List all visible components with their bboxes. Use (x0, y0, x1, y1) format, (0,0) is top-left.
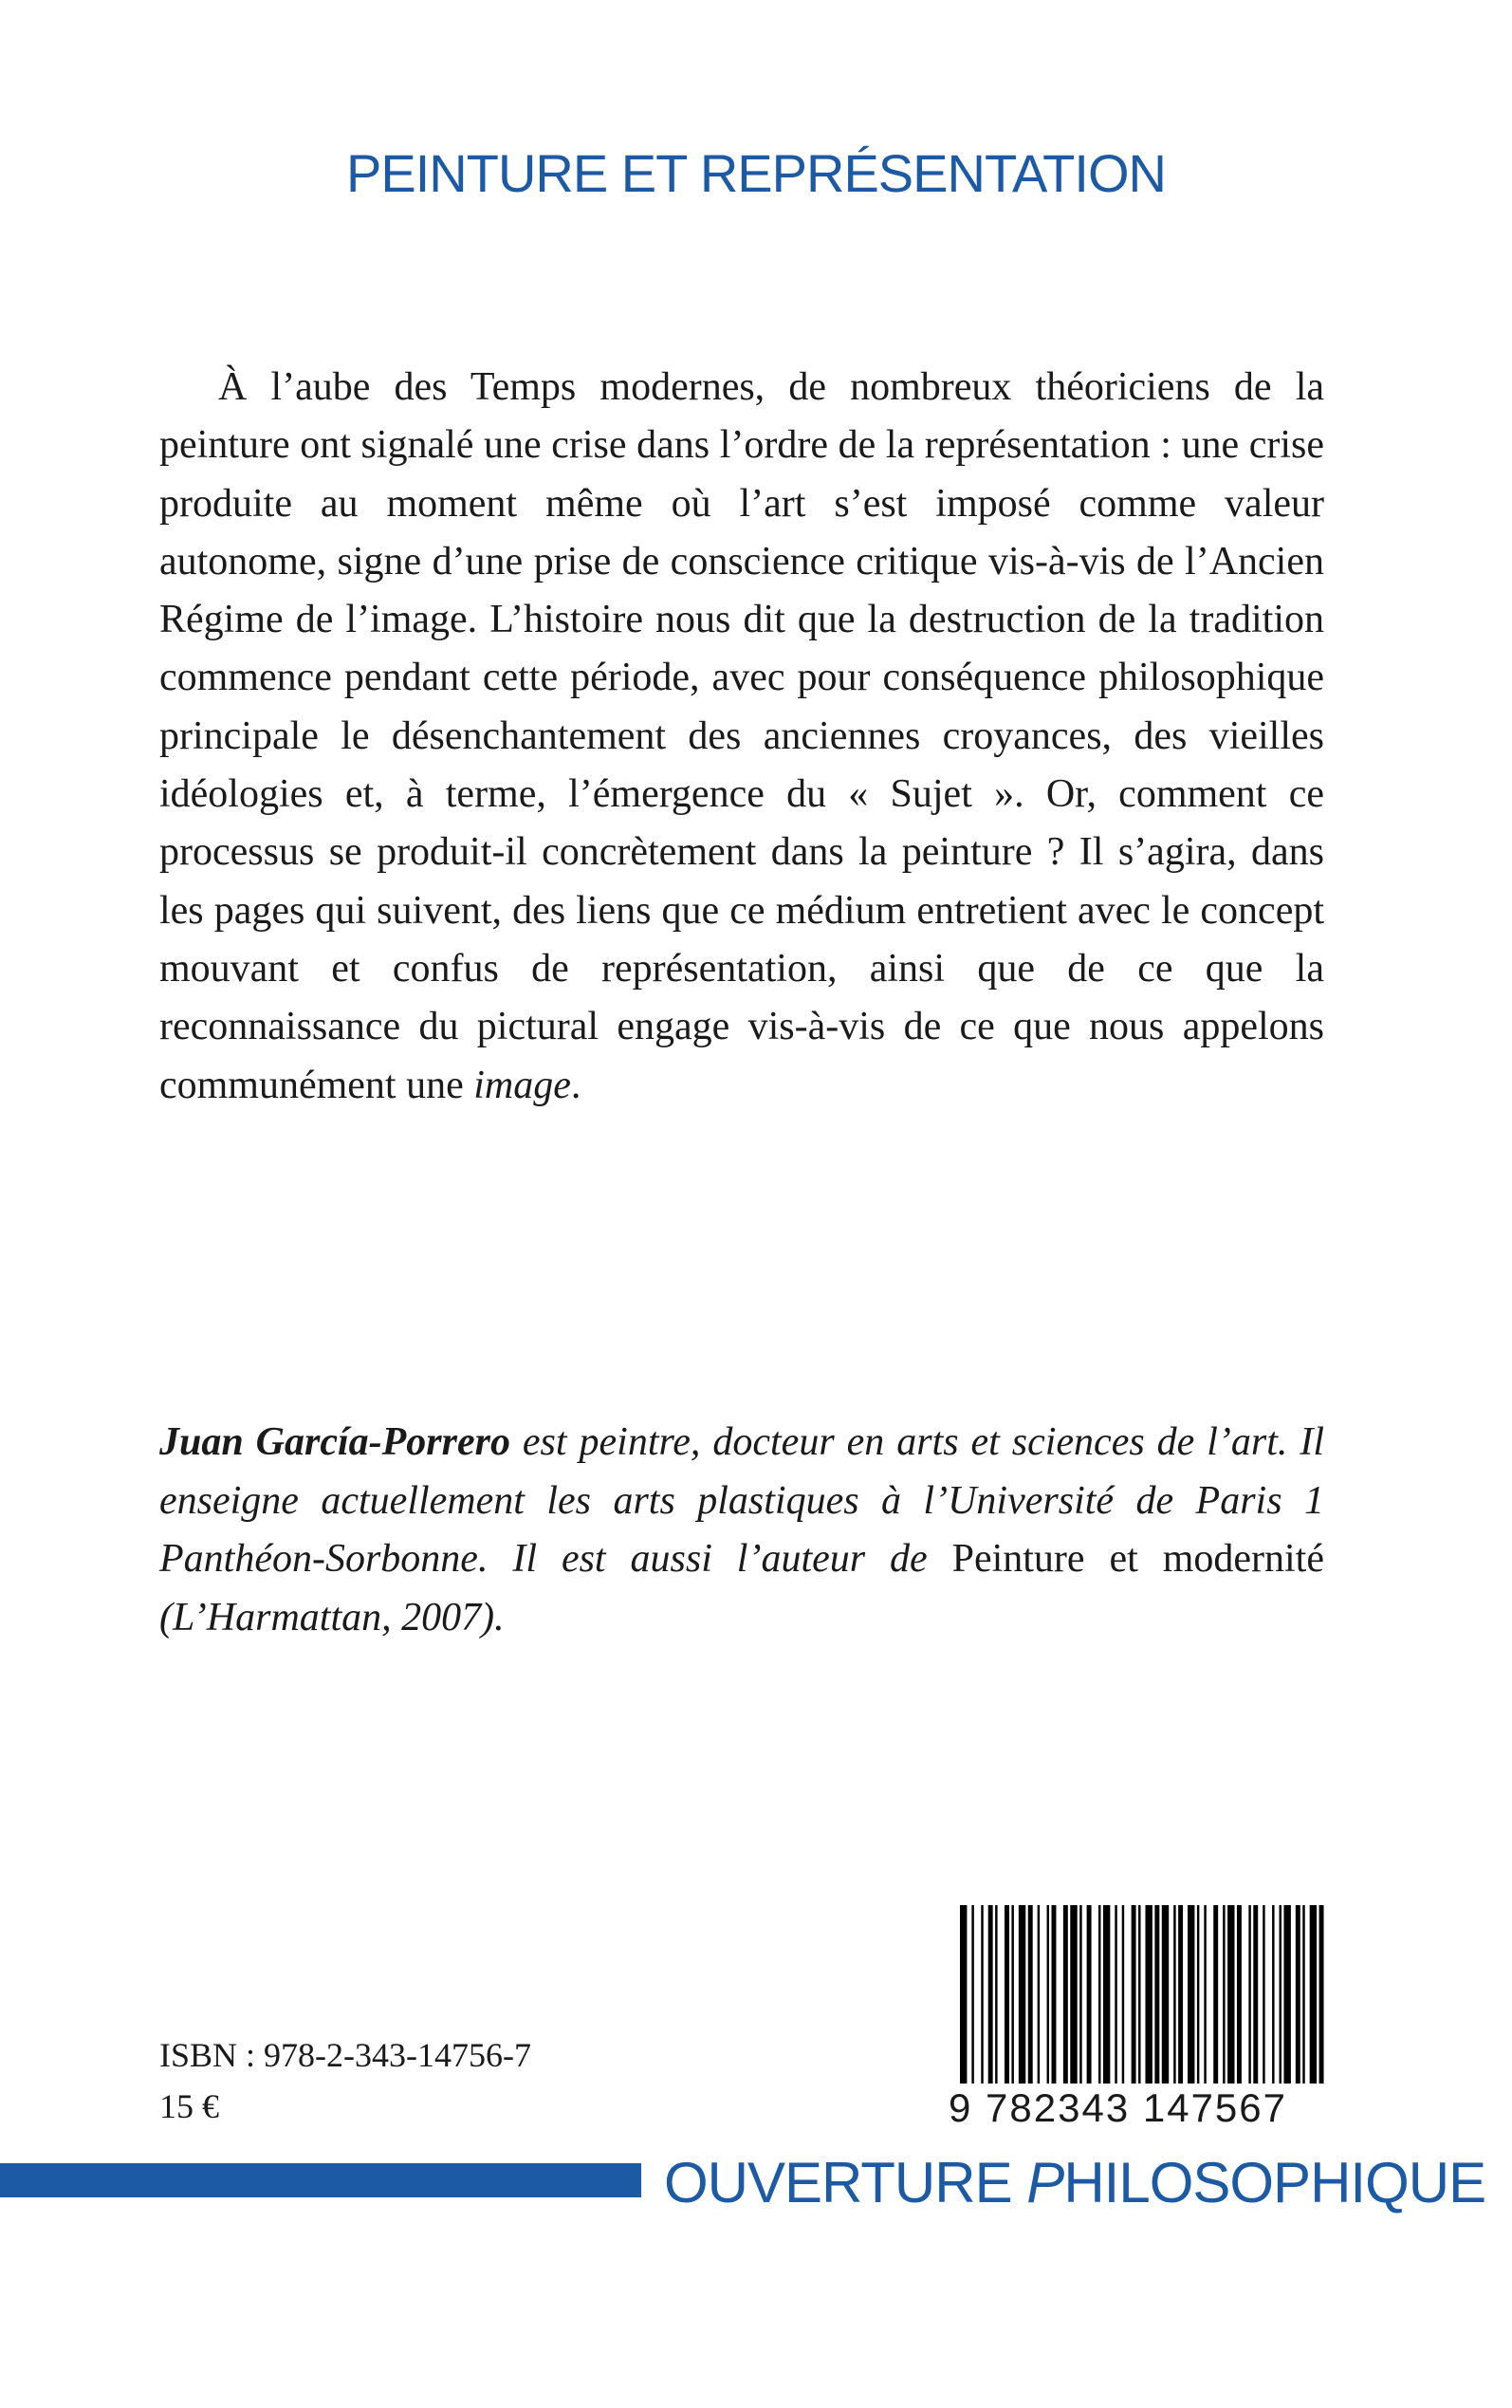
author-name: Juan García-Porrero (159, 1420, 510, 1464)
barcode-bar (1178, 1905, 1183, 2084)
barcode-bar (1087, 1905, 1092, 2084)
barcode-bar (971, 1905, 973, 2084)
barcode-bar (1005, 1905, 1009, 2084)
barcode-digits: 9 782343 147567 (949, 2085, 1287, 2130)
barcode-icon (960, 1905, 1326, 2084)
series-accent-bar (0, 2163, 641, 2197)
barcode-bar (1204, 1905, 1206, 2084)
barcode-bar (1302, 1905, 1304, 2084)
barcode-bar (1145, 1905, 1152, 2084)
book-title: PEINTURE ET REPRÉSENTATION (346, 143, 1166, 203)
barcode-bar (1253, 1905, 1258, 2084)
barcode-bar (960, 1905, 967, 2084)
barcode-bar (1098, 1905, 1100, 2084)
barcode-bar (1063, 1905, 1068, 2084)
barcode-bar (1310, 1905, 1317, 2084)
barcode-bar (1132, 1905, 1136, 2084)
barcode-bar (1237, 1905, 1242, 2084)
barcode-bar (1047, 1905, 1049, 2084)
series-name-part2: HILOSOPHIQUE (1063, 2151, 1486, 2214)
barcode-bar (1188, 1905, 1194, 2084)
barcode-bar (988, 1905, 993, 2084)
barcode-bar (981, 1905, 983, 2084)
blurb-text: À l’aube des Temps modernes, de nombreux théoriciens de la peinture ont signalé une crise dans l’ordre de la représentation : une crise produite au moment même où l’art s’est imposé comme valeur autonome, signe d’une prise de conscience critique vis-à-vis de l’Ancien Régime de l’image. L’histoire nous dit que la destruction de la tradition commence pendant cette période, avec pour conséquence philosophique principale le désenchantement des anciennes croyances, des vieilles idéologies et, à terme, l’émergence du « Sujet ». Or, comment ce processus se produit-il concrètement dans la peinture ? Il s’agira, dans les pages qui suivent, des liens que ce médium entretient avec le concept mouvant et confus de représentation, ainsi que de ce que la reconnaissance du pictural engage vis-à-vis de ce que nous appelons communément une (159, 365, 1324, 1107)
barcode-bar (1296, 1905, 1300, 2084)
barcode-bar (1019, 1905, 1025, 2084)
series-name-italic-letter: P (1026, 2151, 1064, 2214)
back-cover-blurb (159, 359, 1324, 1115)
barcode-bar (1154, 1905, 1159, 2084)
barcode-bar (1319, 1905, 1324, 2084)
series-name-part1: OUVERTURE (664, 2151, 1027, 2214)
author-previous-book: Peinture et modernité (951, 1537, 1324, 1581)
barcode-bar (1115, 1905, 1116, 2084)
blurb-italic-word: image (473, 1063, 571, 1107)
barcode-bar (1122, 1905, 1124, 2084)
barcode-bar (1263, 1905, 1264, 2084)
barcode-bar (995, 1905, 997, 2084)
barcode-bar (1173, 1905, 1175, 2084)
barcode-bar (1223, 1905, 1225, 2084)
barcode-bar (1011, 1905, 1013, 2084)
blurb-tail: . (570, 1063, 581, 1107)
barcode-bar (1052, 1905, 1057, 2084)
barcode-bar (1138, 1905, 1140, 2084)
barcode-bar (1272, 1905, 1274, 2084)
barcode-bar (1070, 1905, 1077, 2084)
barcode-bar (1162, 1905, 1169, 2084)
author-bio (159, 1414, 1324, 1647)
barcode-bar (1079, 1905, 1081, 2084)
barcode-bar (1197, 1905, 1199, 2084)
author-bio-text: est peintre, docteur en arts et sciences de l’art. Il enseigne actuellement les arts plastiques à l’Université de Paris 1 Panthéon-Sorbonne. Il est aussi l’auteur de (159, 1420, 1324, 1581)
isbn: ISBN : 978-2-343-14756-7 (159, 2036, 531, 2074)
blurb-paragraph (159, 359, 1324, 1115)
barcode-bar (1028, 1905, 1033, 2084)
barcode-bar (1283, 1905, 1290, 2084)
barcode-bar (1248, 1905, 1250, 2084)
author-bio-tail: (L’Harmattan, 2007). (159, 1595, 505, 1639)
barcode-bar (1280, 1905, 1282, 2084)
barcode-bar (1227, 1905, 1234, 2084)
barcode-bar (1038, 1905, 1040, 2084)
barcode-bar (1103, 1905, 1110, 2084)
series-name (664, 2150, 1485, 2216)
price: 15 € (159, 2087, 219, 2125)
barcode-bar (1213, 1905, 1218, 2084)
